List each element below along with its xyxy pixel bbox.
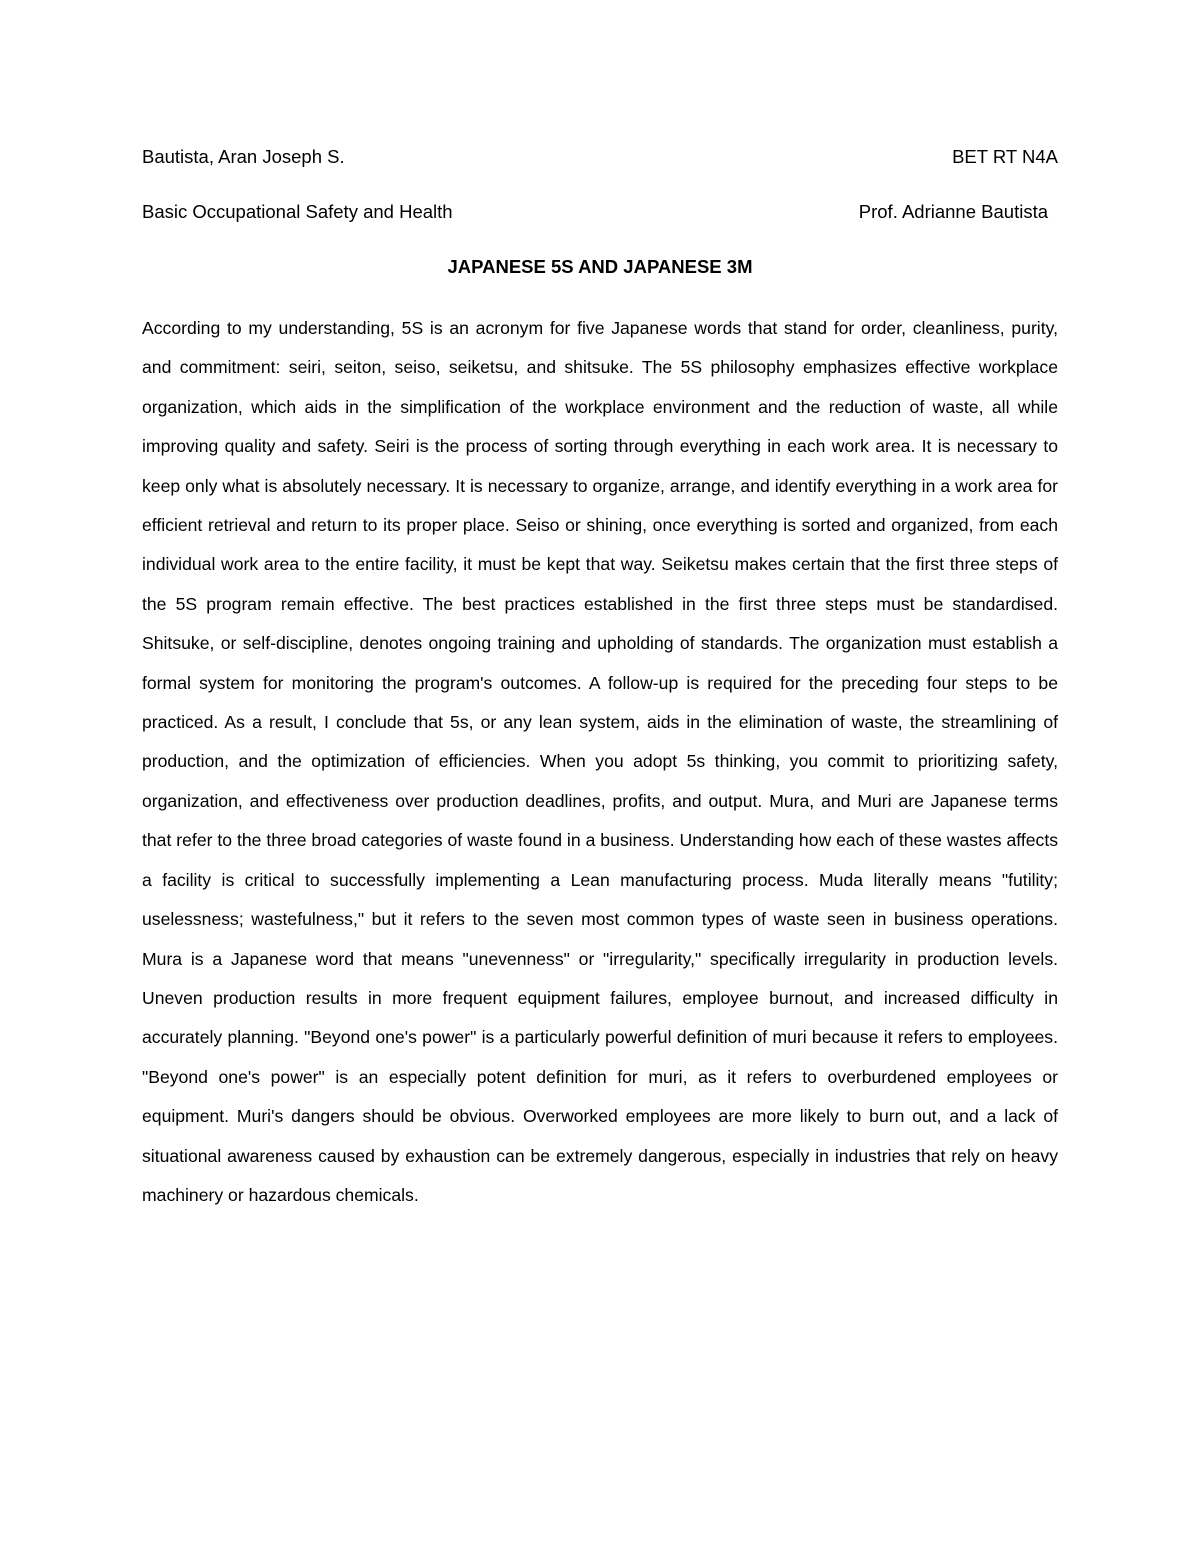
professor-name: Prof. Adrianne Bautista — [858, 201, 1048, 222]
header-row-student — [142, 146, 1058, 168]
body-paragraph: According to my understanding, 5S is an acronym for five Japanese words that stand for order, cleanliness, purity, and commitment: seiri, seiton, seiso, seiketsu, and shitsuke. The 5S philosophy emphasizes effective workplace organization, which aids in the simplification of the workplace environment and the reduction of waste, all while improving quality and safety. Seiri is the process of sorting through everything in each work area. It is necessary to keep only what is absolutely necessary. It is necessary to organize, arrange, and identify everything in a work area for efficient retrieval and return to its proper place. Seiso or shining, once everything is sorted and organized, from each individual work area to the entire facility, it must be kept that way. Seiketsu makes certain that the first three steps of the 5S program remain effective. The best practices established in the first three steps must be standardised. Shitsuke, or self-discipline, denotes ongoing training and upholding of standards. The organization must establish a formal system for monitoring the program's outcomes. A follow-up is required for the preceding four steps to be practiced. As a result, I conclude that 5s, or any lean system, aids in the elimination of waste, the streamlining of production, and the optimization of efficiencies. When you adopt 5s thinking, you commit to prioritizing safety, organization, and effectiveness over production deadlines, profits, and output. Mura, and Muri are Japanese terms that refer to the three broad categories of waste found in a business. Understanding how each of these wastes affects a facility is critical to successfully implementing a Lean manufacturing process. Muda literally means "futility; uselessness; wastefulness," but it refers to the seven most common types of waste seen in business operations. Mura is a Japanese word that means "unevenness" or "irregularity," specifically irregularity in production levels. Uneven production results in more frequent equipment failures, employee burnout, and increased difficulty in accurately planning. "Beyond one's power" is a particularly powerful definition of muri because it refers to employees. "Beyond one's power" is an especially potent definition for muri, as it refers to overburdened employees or equipment. Muri's dangers should be obvious. Overworked employees are more likely to burn out, and a lack of situational awareness caused by exhaustion can be extremely dangerous, especially in industries that rely on heavy machinery or hazardous chemicals. — [142, 318, 1058, 1205]
class-section: BET RT N4A — [952, 146, 1058, 167]
student-name: Bautista, Aran Joseph S. — [142, 146, 345, 167]
course-name: Basic Occupational Safety and Health — [142, 201, 453, 222]
header-row-course — [142, 201, 1058, 223]
document-title: JAPANESE 5S AND JAPANESE 3M — [447, 256, 753, 277]
